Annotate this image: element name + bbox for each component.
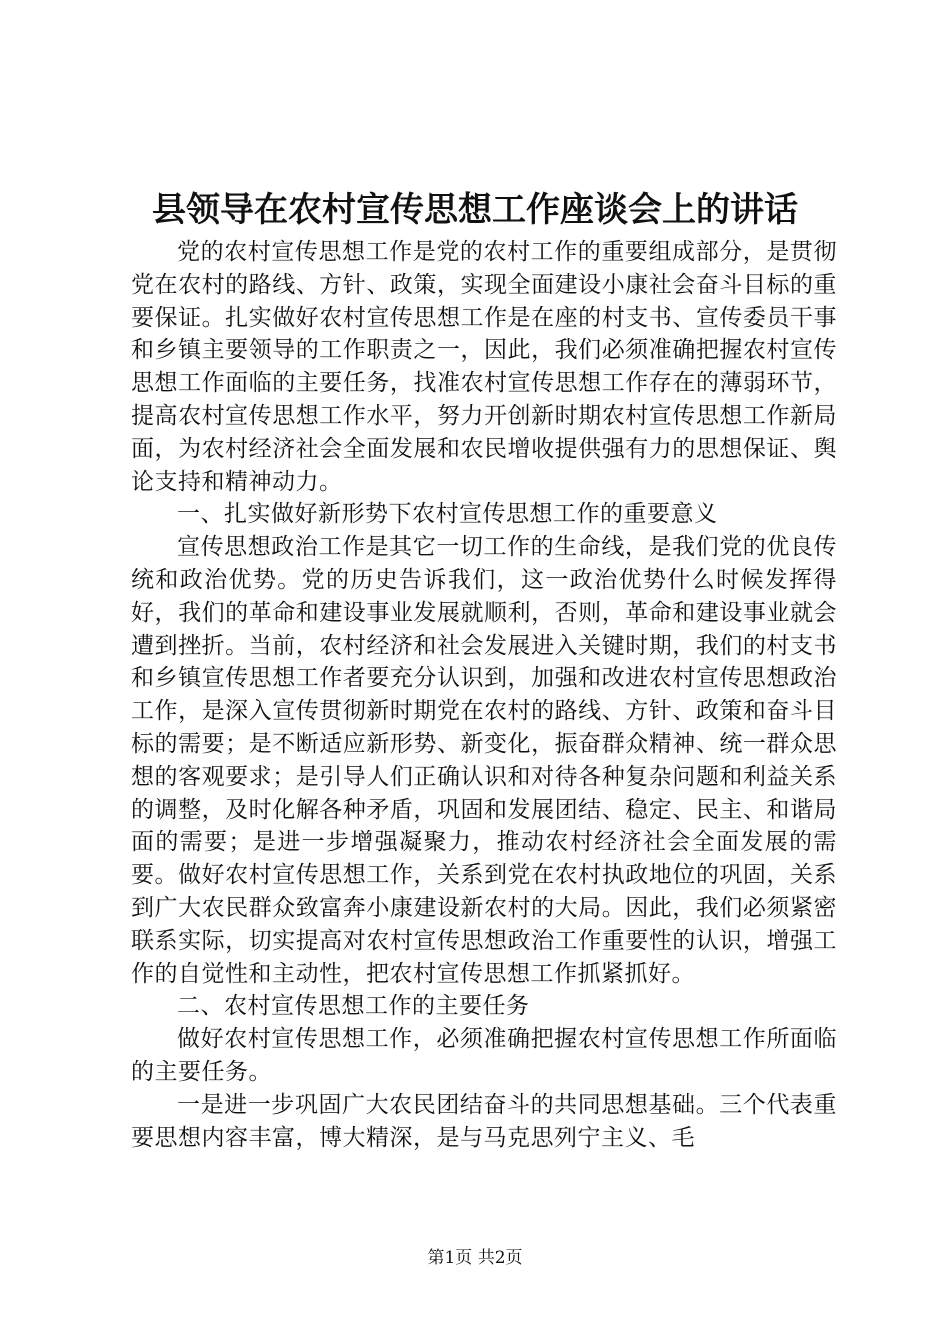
paragraph-intro: 党的农村宣传思想工作是党的农村工作的重要组成部分，是贯彻党在农村的路线、方针、政策，实现全面建设小康社会奋斗目标的重要保证。扎实做好农村宣传思想工作是在座的村支书、宣传委员干事和乡镇主要领导的工作职责之一，因此，我们必须准确把握农村宣传思想工作面临的主要任务，找准农村宣传思想工作存在的薄弱环节，提高农村宣传思想工作水平，努力开创新时期农村宣传思想工作新局面，为农村经济社会全面发展和农民增收提供强有力的思想保证、舆论支持和精神动力。 bbox=[131, 239, 837, 495]
section-heading-1: 一、扎实做好新形势下农村宣传思想工作的重要意义 bbox=[177, 501, 718, 528]
page-number-footer: 第1页 共2页 bbox=[427, 1248, 523, 1268]
paragraph-section-1: 宣传思想政治工作是其它一切工作的生命线，是我们党的优良传统和政治优势。党的历史告诉我们，这一政治优势什么时候发挥得好，我们的革命和建设事业发展就顺利，否则，革命和建设事业就会遭到挫折。当前，农村经济和社会发展进入关键时期，我们的村支书和乡镇宣传思想工作者要充分认识到，加强和改进农村宣传思想政治工作，是深入宣传贯彻新时期党在农村的路线、方针、政策和奋斗目标的需要；是不断适应新形势、新变化，振奋群众精神、统一群众思想的客观要求；是引导人们正确认识和对待各种复杂问题和利益关系的调整，及时化解各种矛盾，巩固和发展团结、稳定、民主、和谐局面的需要；是进一步增强凝聚力，推动农村经济社会全面发展的需要。做好农村宣传思想工作，关系到党在农村执政地位的巩固，关系到广大农民群众致富奔小康建设新农村的大局。因此，我们必须紧密联系实际，切实提高对农村宣传思想政治工作重要性的认识，增强工作的自觉性和主动性，把农村宣传思想工作抓紧抓好。 bbox=[131, 534, 837, 987]
document-body bbox=[131, 236, 837, 1154]
paragraph-section-2-intro: 做好农村宣传思想工作，必须准确把握农村宣传思想工作所面临的主要任务。 bbox=[131, 1026, 837, 1085]
document-title: 县领导在农村宣传思想工作座谈会上的讲话 bbox=[152, 190, 798, 230]
paragraph-task-1: 一是进一步巩固广大农民团结奋斗的共同思想基础。三个代表重要思想内容丰富，博大精深，是与马克思列宁主义、毛 bbox=[131, 1091, 837, 1151]
section-heading-2: 二、农村宣传思想工作的主要任务 bbox=[177, 993, 530, 1020]
